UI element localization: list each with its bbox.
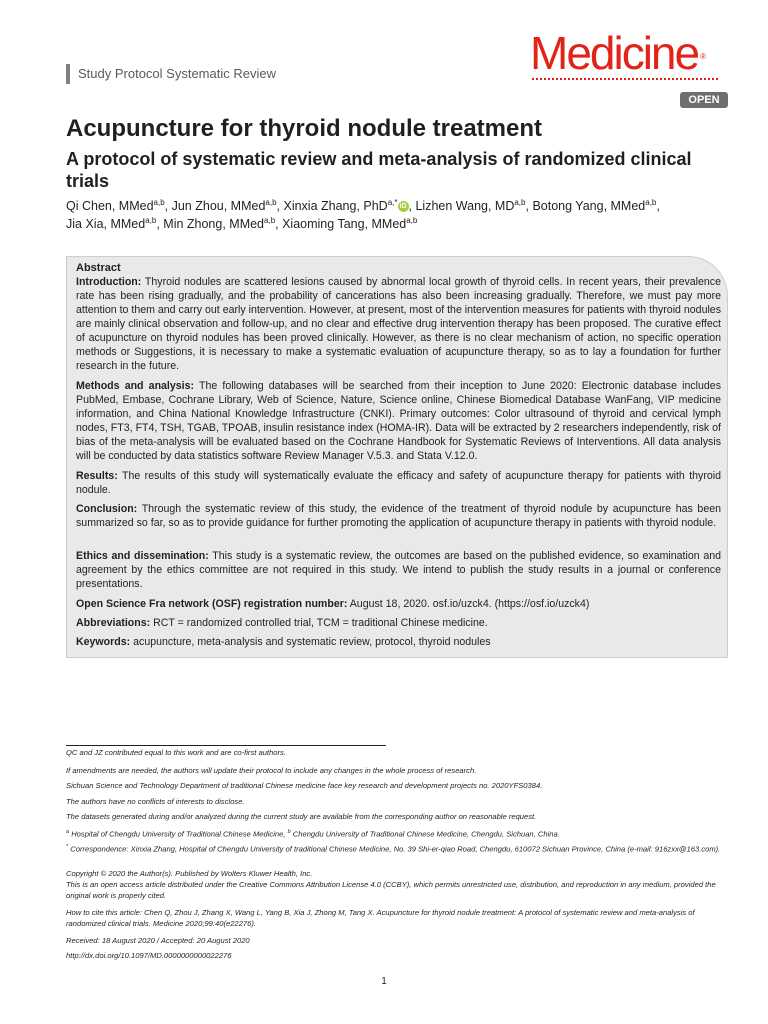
author-name: Xiaoming Tang, MMed bbox=[282, 217, 407, 231]
methods-text: The following databases will be searched from their inception to June 2020: Electronic database includes PubMed, Embase, Cochrane Library, Web of Science, Nature, Science online, Chinese Biomedical Database WanFang, VIP medicine information, and China National Knowledge Infrastructure (CNKI). Primary outcomes: Color ultrasound of thyroid and cervical lymph nodes, FT3, FT4, TSH, TGAB, TPOAB, insulin resistance index (HOMA-IR). Data will be extracted by 2 researchers independently, risk of bias of the meta-analysis will be evaluated based on the Cochrane Handbook for Systematic Reviews of Interventions. All data analysis will be conducted by data statistics software Review Manager V.5.3. and Stata V.12.0. bbox=[76, 380, 721, 462]
results-label: Results: bbox=[76, 470, 118, 482]
open-access-badge: OPEN bbox=[680, 92, 728, 108]
footnote-copyright: Copyright © 2020 the Author(s). Published by Wolters Kluwer Health, Inc. bbox=[66, 869, 313, 878]
author-name: Botong Yang, MMed bbox=[532, 199, 646, 213]
keywords-label: Keywords: bbox=[76, 636, 131, 648]
affiliation-mark-a: a bbox=[66, 829, 70, 835]
ethics-label: Ethics and dissemination: bbox=[76, 550, 209, 562]
author-affiliation: a,b bbox=[153, 197, 165, 207]
author-affiliation: a,b bbox=[514, 197, 526, 207]
results-text: The results of this study will systematically evaluate the efficacy and safety of acupuncture therapy for patients with thyroid nodule. bbox=[76, 470, 721, 496]
author-name: Lizhen Wang, MD bbox=[415, 199, 515, 213]
author-name: Xinxia Zhang, PhD bbox=[283, 199, 388, 213]
author-name: Min Zhong, MMed bbox=[163, 217, 265, 231]
author-affiliation: a,* bbox=[387, 197, 398, 207]
abstract-results bbox=[76, 469, 721, 497]
author-affiliation: a,b bbox=[265, 197, 277, 207]
abstract-keywords bbox=[76, 635, 721, 649]
author-name: Jia Xia, MMed bbox=[66, 217, 146, 231]
footnote-citation: How to cite this article: Chen Q, Zhou J, Zhang X, Wang L, Yang B, Xia J, Zhong M, Tang X. Acupuncture for thyroid nodule treatment: A protocol of systematic review and meta-analysis of randomized clinical trials. Medicine 2020;99:40(e22276). bbox=[66, 908, 695, 928]
abstract-conclusion bbox=[76, 502, 721, 530]
conclusion-label: Conclusion: bbox=[76, 503, 138, 515]
logo-underline bbox=[532, 78, 718, 80]
osf-text: August 18, 2020. osf.io/uzck4. (https://osf.io/uzck4) bbox=[349, 598, 590, 610]
abstract-methods bbox=[76, 379, 721, 463]
journal-logo bbox=[530, 28, 704, 78]
footnote-cofirst: QC and JZ contributed equal to this work and are co-first authors. bbox=[66, 748, 286, 757]
abstract-ethics bbox=[76, 549, 721, 591]
abbreviations-label: Abbreviations: bbox=[76, 617, 151, 629]
osf-label: Open Science Fra network (OSF) registration number: bbox=[76, 598, 348, 610]
article-subtitle: A protocol of systematic review and meta-analysis of randomized clinical trials bbox=[66, 149, 692, 191]
footnote-doi[interactable]: http://dx.doi.org/10.1097/MD.0000000000022276 bbox=[66, 951, 232, 960]
correspondence-text: Correspondence: Xinxia Zhang, Hospital of Chengdu University of traditional Chinese Medicine, No. 39 Shi-er-qiao Road, Chengdu, 610072 Sichuan Province, China (e-mail: 916zxx@163.com). bbox=[70, 844, 721, 854]
page-number: 1 bbox=[381, 976, 387, 987]
footnote-conflicts: The authors have no conflicts of interests to disclose. bbox=[66, 797, 245, 806]
footnote-data: The datasets generated during and/or analyzed during the current study are available from the corresponding author on reasonable request. bbox=[66, 812, 537, 821]
footnote-affiliations bbox=[66, 827, 728, 840]
abstract-introduction bbox=[76, 275, 721, 373]
abbreviations-text: RCT = randomized controlled trial, TCM = traditional Chinese medicine. bbox=[153, 617, 488, 629]
affiliation-mark-b: b bbox=[287, 829, 291, 835]
ethics-text: This study is a systematic review, the outcomes are based on the published evidence, so examination and agreement by the ethics committee are not required in this study. We intend to publish the study results in a journal or conference presentations. bbox=[76, 550, 721, 590]
author-affiliation: a,b bbox=[645, 197, 657, 207]
footnote-funding: Sichuan Science and Technology Department of traditional Chinese medicine face key research and development projects no. 2020YFS0384. bbox=[66, 781, 543, 790]
abstract-osf bbox=[76, 597, 721, 611]
keywords-text: acupuncture, meta-analysis and systematic review, protocol, thyroid nodules bbox=[133, 636, 491, 648]
journal-name: Medicine bbox=[530, 27, 699, 79]
footnote-license: This is an open access article distributed under the Creative Commons Attribution License 4.0 (CCBY), which permits unrestricted use, distribution, and reproduction in any medium, provided the original work is properly cited. bbox=[66, 880, 716, 900]
author-name: Jun Zhou, MMed bbox=[171, 199, 266, 213]
footnote-correspondence bbox=[66, 842, 728, 855]
abstract-heading: Abstract bbox=[76, 262, 121, 274]
affiliation-b: Chengdu University of Traditional Chinese Medicine, Chengdu, Sichuan, China. bbox=[292, 829, 560, 839]
correspondence-mark: * bbox=[66, 844, 69, 850]
footnote-dates: Received: 18 August 2020 / Accepted: 20 August 2020 bbox=[66, 936, 250, 945]
affiliation-a: Hospital of Chengdu University of Traditional Chinese Medicine, bbox=[71, 829, 288, 839]
introduction-text: Thyroid nodules are scattered lesions caused by abnormal local growth of thyroid cells. In recent years, their prevalence rate has been rising gradually, and the probability of cancerations has also been increasing gradually. Therefore, we must pay more attention to them and carry out early intervention. However, at present, most of the intervention measures for patients with thyroid nodules are mainly clinical observation and follow-up, and no clear and effective drug intervention therapy has been proposed. The curative effect of acupuncture on thyroid nodules has been proved clinically. However, as there is no clear mechanism of action, no specific operation methods or Suggestions, it is necessary to make a systematic evaluation of acupuncture therapy, so as to lay a foundation for further research in the future. bbox=[76, 276, 721, 372]
footnote-amendments: If amendments are needed, the authors will update their protocol to include any changes in the whole process of research. bbox=[66, 766, 477, 775]
author-affiliation: a,b bbox=[406, 215, 418, 225]
article-title: Acupuncture for thyroid nodule treatment bbox=[66, 115, 543, 142]
orcid-icon[interactable]: iD bbox=[399, 203, 407, 211]
author-affiliation: a,b bbox=[145, 215, 157, 225]
abstract-abbreviations bbox=[76, 616, 721, 630]
section-label: Study Protocol Systematic Review bbox=[66, 64, 276, 84]
author-name: Qi Chen, MMed bbox=[66, 199, 154, 213]
conclusion-text: Through the systematic review of this study, the evidence of the treatment of thyroid nodule by acupuncture has been summarized so far, so as to provide guidance for further promoting the application of acupuncture therapy in patients with thyroid nodule. bbox=[76, 503, 721, 529]
registered-mark: ® bbox=[700, 52, 706, 61]
footnote-rule bbox=[66, 745, 386, 746]
introduction-label: Introduction: bbox=[76, 276, 142, 288]
author-list: Qi Chen, MMed$^{a,b}$, Jun Zhou, MMed$^{a,b}$, Xinxia Zhang, PhD$^{a,*}$ iD , Lizhen Wang, MD$^{a,b}$, Botong Yang, MMed$^{a,b}$, Jia Xia, MMed$^{a,b}$, Min Zhong, MMed$^{a,b}$, Xiaoming Tang, MMed$^{a,b}$ bbox=[66, 197, 660, 231]
author-affiliation: a,b bbox=[264, 215, 276, 225]
methods-label: Methods and analysis: bbox=[76, 380, 195, 392]
